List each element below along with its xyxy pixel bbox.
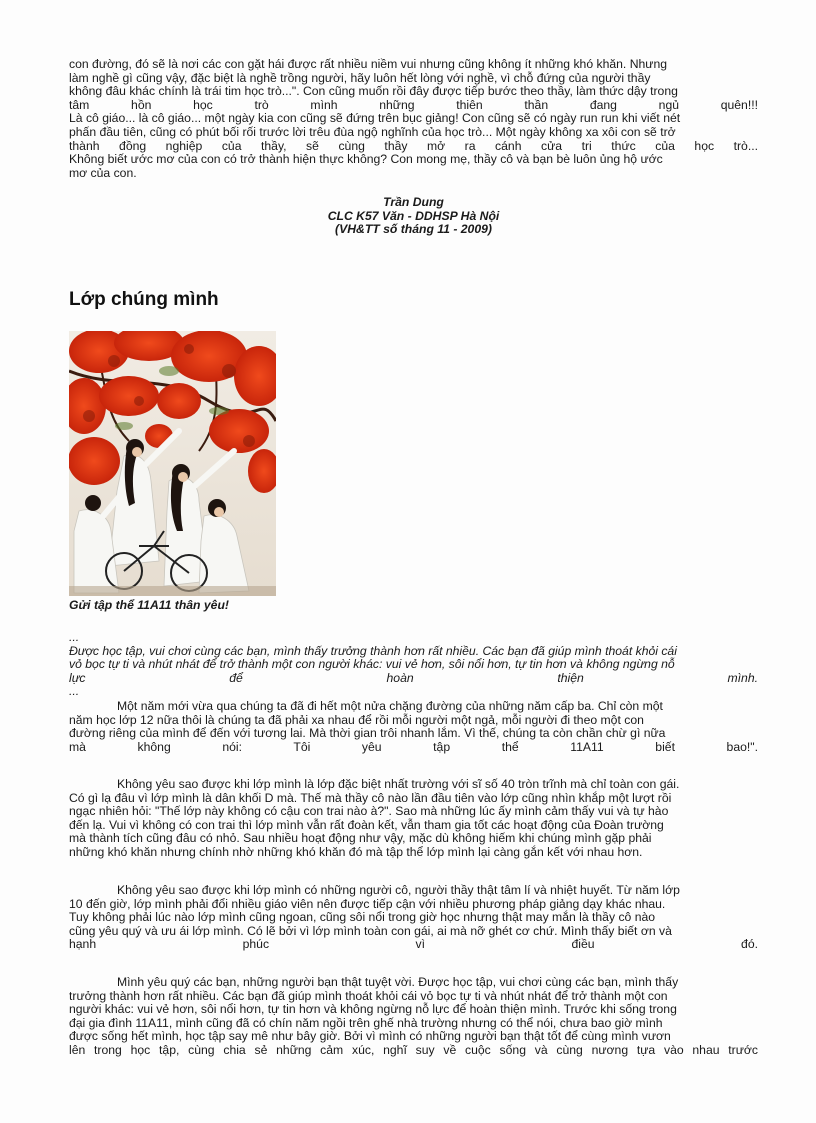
text-line: người khác: vui vẻ hơn, sôi nổi hơn, tự tin hơn và không ngừng nỗ lực để hoàn thiện mình. Trước khi sống trong	[69, 1002, 677, 1017]
photo-caption: Gửi tập thể 11A11 thân yêu!	[69, 598, 229, 612]
author-name: Trần Dung	[383, 195, 444, 209]
text-line: đến lạ. Vui vì không có con trai thì lớp mình vẫn rất đoàn kết, vẫn tham gia tốt các hoạt động của Đoàn trường	[69, 817, 664, 832]
text-line: không đâu khác chính là trái tim học trò...". Con cũng muốn rồi đây được tiếp bước theo thầy, làm thức dậy trong	[69, 84, 678, 99]
text-line: lên trong học tập, cùng chia sẻ những cảm xúc, nghĩ suy về cuộc sống và cùng nương tựa vào nhau trước	[69, 1042, 758, 1057]
text-line: đường riêng của mình để đến với tương lai. Mà thời gian trôi nhanh lắm. Vì thế, chúng ta còn chần chừ gì nữa	[69, 726, 666, 741]
text-line: mơ của con.	[69, 165, 137, 180]
author-affiliation: CLC K57 Văn - DDHSP Hà Nội	[327, 208, 500, 223]
text-line: mà thành tích cũng đâu có nhỏ. Sau nhiều hoạt động như vậy, mặc dù không hiếm khi chúng mình gặp phải	[69, 831, 652, 846]
intro-quote	[69, 631, 758, 699]
text-line: được sống hết mình, học tập say mê như bây giờ. Bởi vì mình có những người bạn thật tốt để cùng mình vươn	[69, 1029, 671, 1044]
text-line: Được học tập, vui chơi cùng các bạn, mình thấy trưởng thành hơn rất nhiều. Các bạn đã giúp mình thoát khỏi cái	[69, 643, 677, 658]
text-line: cũng yêu quý và ưu ái lớp mình. Có lẽ bởi vì lớp mình toàn con gái, ai mà nỡ ghét cơ chứ. Mình thấy biết ơn và	[69, 923, 672, 938]
text-line: Là cô giáo... là cô giáo... một ngày kia con cũng sẽ đứng trên bục giảng! Con cũng sẽ có ngày run run khi viết nét	[69, 111, 681, 126]
text-line: Tuy không phải lúc nào lớp mình cũng ngoan, cũng sôi nổi trong giờ học nhưng thật may mắn là thầy cô nào	[69, 910, 656, 925]
text-line: 10 đến giờ, lớp mình phải đổi nhiều giáo viên nên được tiếp cận với nhiều phương pháp giảng dạy khác nhau.	[69, 896, 666, 911]
class-photo	[69, 331, 276, 596]
body-paragraph-1	[69, 700, 758, 754]
top-paragraph	[69, 58, 758, 180]
text-line: thành đồng nghiệp của thầy, sẽ cùng thầy mở ra cánh cửa tri thức của học trò...	[69, 138, 758, 153]
text-line: tâm hồn học trò mình những thiên thần đang ngủ quên!!!	[69, 97, 758, 112]
ellipsis: ...	[69, 630, 80, 644]
text-line: Không yêu sao được khi lớp mình có những người cô, người thầy thật tâm lí và nhiệt huyết. Từ năm lớp	[117, 883, 680, 897]
text-line: năm học lớp 12 nữa thôi là chúng ta đã phải xa nhau để rồi mỗi người một ngả, mỗi người đi theo một con	[69, 712, 644, 727]
section-title: Lớp chúng mình	[69, 289, 219, 310]
signature-block	[69, 196, 758, 237]
body-paragraph-3	[69, 884, 758, 952]
text-line: Không biết ước mơ của con có trở thành hiện thực không? Con mong mẹ, thầy cô và bạn bè luôn ủng hộ ước	[69, 152, 663, 167]
body-paragraph-2	[69, 778, 758, 860]
text-line: hạnh phúc vì điều đó.	[69, 937, 758, 952]
text-line: lực để hoàn thiện mình.	[69, 670, 758, 685]
text-line: Có gì lạ đâu vì lớp mình là dân khối D mà. Thế mà thầy cô nào lần đầu tiên vào lớp cũng nhìn khắp một lượt rồi	[69, 790, 672, 805]
text-line: ngạc nhiên hỏi: "Thế lớp này không có cậu con trai nào à?". Sao mà những lúc ấy mình cảm thấy vui và tự hào	[69, 804, 669, 819]
text-line: Mình yêu quý các bạn, những người bạn thật tuyệt vời. Được học tập, vui chơi cùng các bạn, mình thấy	[117, 975, 679, 989]
text-line: Một năm mới vừa qua chúng ta đã đi hết một nửa chặng đường của những năm cấp ba. Chỉ còn một	[117, 699, 663, 713]
source-citation: (VH&TT số tháng 11 - 2009)	[335, 222, 492, 237]
text-line: trưởng thành hơn rất nhiều. Các bạn đã giúp mình thoát khỏi cái vỏ bọc tự ti và nhút nhát để trở thành một con	[69, 988, 668, 1003]
ellipsis: ...	[69, 684, 80, 699]
text-line: con đường, đó sẽ là nơi các con gặt hái được rất nhiều niềm vui nhưng cũng không ít những khó khăn. Nhưng	[69, 57, 667, 71]
text-line: đại gia đình 11A11, mình cũng đã có chín năm ngồi trên ghế nhà trường nhưng có thể nói, chưa bao giờ mình	[69, 1015, 663, 1030]
body-paragraph-4	[69, 976, 758, 1058]
text-line: vỏ bọc tự ti và nhút nhát để trở thành một con người khác: vui vẻ hơn, sôi nổi hơn, tự tin hơn và không ngừng nỗ	[69, 657, 675, 672]
text-line: phấn đầu tiên, cũng có phút bối rối trước lời trêu đùa ngộ nghĩnh của học trò... Một ngày không xa xôi con sẽ trở	[69, 124, 676, 139]
text-line: mà không nói: Tôi yêu tập thể 11A11 biết bao!".	[69, 739, 758, 754]
text-line: làm nghề gì cũng vậy, đặc biệt là nghề trồng người, hãy luôn hết lòng với nghề, vì chỗ đứng của người thầy	[69, 70, 651, 85]
text-line: Không yêu sao được khi lớp mình là lớp đặc biệt nhất trường với sĩ số 40 tròn trĩnh mà chỉ toàn con gái.	[117, 777, 680, 791]
text-line: những khó khăn nhưng chính nhờ những khó khăn đó mà tập thể lớp mình lại càng gắn kết với nhau hơn.	[69, 844, 643, 859]
